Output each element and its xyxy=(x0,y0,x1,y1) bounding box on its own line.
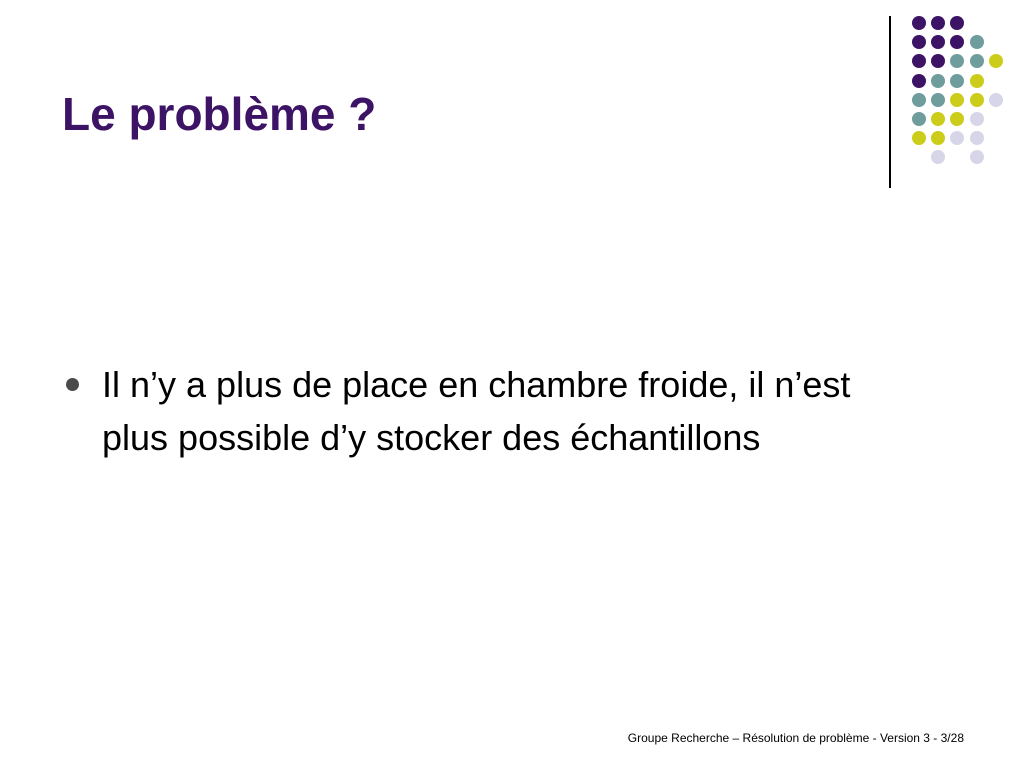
decorative-dot xyxy=(931,112,945,126)
decorative-dot xyxy=(970,93,984,107)
decorative-dot xyxy=(931,93,945,107)
decorative-dot xyxy=(931,54,945,68)
decorative-dot xyxy=(931,16,945,30)
decorative-dot xyxy=(931,131,945,145)
decorative-dot xyxy=(912,54,926,68)
decorative-dot xyxy=(950,93,964,107)
bullet-icon xyxy=(66,378,79,391)
decorative-dot xyxy=(989,93,1003,107)
decorative-dot xyxy=(912,74,926,88)
decorative-dot xyxy=(950,74,964,88)
decorative-dot xyxy=(912,93,926,107)
decorative-dot xyxy=(912,35,926,49)
decorative-dot xyxy=(950,35,964,49)
decorative-dot xyxy=(970,35,984,49)
decorative-dot xyxy=(950,16,964,30)
slide-title: Le problème ? xyxy=(62,88,377,140)
slide-footer: Groupe Recherche – Résolution de problème - Version 3 - 3/28 xyxy=(627,731,964,745)
decorative-dot xyxy=(989,54,1003,68)
decorative-dot xyxy=(912,112,926,126)
decorative-dot xyxy=(912,16,926,30)
decorative-dot-grid xyxy=(0,0,1024,200)
decorative-dot xyxy=(931,150,945,164)
bullet-text: Il n’y a plus de place en chambre froide, il n’est plus possible d’y stocker des échantillons xyxy=(102,364,851,458)
bullet-list xyxy=(62,358,902,464)
decorative-dot xyxy=(970,150,984,164)
decorative-dot xyxy=(950,112,964,126)
decorative-dot xyxy=(931,35,945,49)
decorative-dot xyxy=(931,74,945,88)
decorative-dot xyxy=(970,112,984,126)
decorative-dot xyxy=(970,74,984,88)
decorative-dot xyxy=(970,131,984,145)
decorative-dot xyxy=(912,131,926,145)
decorative-dot xyxy=(950,54,964,68)
bullet-item xyxy=(62,358,902,464)
decorative-dot xyxy=(950,131,964,145)
decorative-dot xyxy=(970,54,984,68)
